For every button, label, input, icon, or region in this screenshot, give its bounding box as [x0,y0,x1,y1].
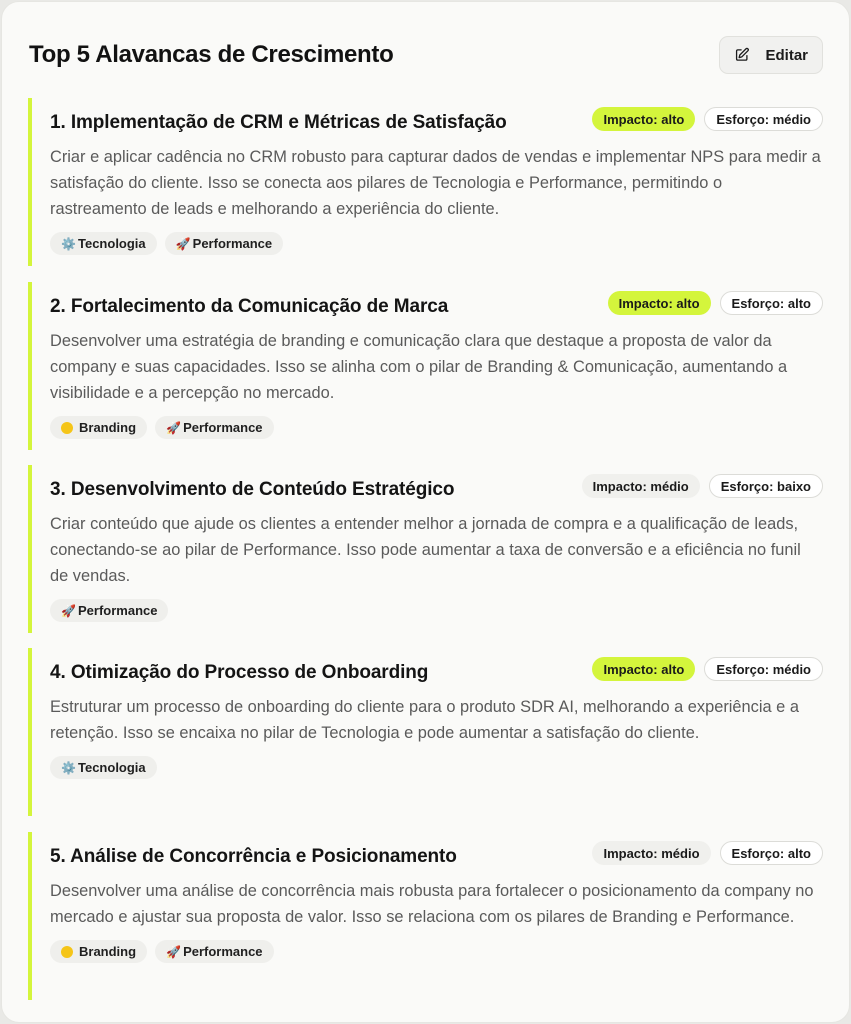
lever-badges [592,657,823,681]
pillar-tag-label: Performance [192,236,273,251]
lever-description: Estruturar um processo de onboarding do cliente para o produto SDR AI, melhorando a experiência e a retenção. Isso se encaixa no pilar de Tecnologia e pode aumentar a satisfação do cliente. [50,698,799,742]
lever-tags [50,756,823,779]
lever-item [28,98,823,266]
effort-badge: Esforço: baixo [709,474,823,498]
rocket-icon: 🚀 [166,420,182,435]
yellow-circle-icon [61,946,73,958]
impact-badge: Impacto: alto [592,107,695,131]
lever-header [50,98,823,134]
lever-title: 1. Implementação de CRM e Métricas de Satisfação [50,112,507,133]
yellow-circle-icon [61,422,73,434]
lever-badges [592,841,823,865]
pillar-tag [50,599,168,622]
lever-item [28,282,823,450]
lever-header [50,832,823,868]
effort-badge: Esforço: alto [720,841,823,865]
pillar-tag-label: Performance [183,944,263,959]
gear-icon: ⚙️ [61,236,76,251]
lever-header [50,648,823,684]
lever-description: Desenvolver uma análise de concorrência mais robusta para fortalecer o posicionamento da company no mercado e ajustar sua proposta de valor. Isso se relaciona com os pilares de Branding e Performance. [50,882,814,926]
effort-badge: Esforço: médio [704,107,823,131]
lever-description: Criar conteúdo que ajude os clientes a entender melhor a jornada de compra e a qualificação de leads, conectando-se ao pilar de Performance. Isso pode aumentar a taxa de conversão e a eficiência no funil de vendas. [50,515,801,585]
rocket-icon: 🚀 [175,236,191,251]
lever-title: 4. Otimização do Processo de Onboarding [50,662,429,683]
impact-badge: Impacto: alto [608,291,711,315]
pillar-tag [50,232,157,255]
pillar-tag-label: Performance [183,420,263,435]
edit-icon [734,47,749,63]
lever-item [28,832,823,1000]
pillar-tag [50,756,157,779]
lever-tags [50,232,823,255]
effort-badge: Esforço: alto [720,291,823,315]
pillar-tag-label: Branding [79,420,137,435]
edit-button[interactable] [719,36,823,74]
pillar-tag-label: Performance [78,603,158,618]
lever-item [28,648,823,816]
lever-badges [608,291,823,315]
pillar-tag-label: Branding [79,944,137,959]
lever-badges [592,107,823,131]
card-header [29,36,823,74]
effort-badge: Esforço: médio [704,657,823,681]
lever-tags [50,416,823,439]
edit-button-label: Editar [765,46,808,64]
growth-levers-card [1,1,850,1023]
rocket-icon: 🚀 [166,944,182,959]
lever-badges [582,474,823,498]
lever-description: Desenvolver uma estratégia de branding e comunicação clara que destaque a proposta de valor da company e suas capacidades. Isso se alinha com o pilar de Branding & Comunicação, aumentando a visibilidade e a percepção no mercado. [50,332,788,402]
pillar-tag [165,232,283,255]
lever-title: 3. Desenvolvimento de Conteúdo Estratégico [50,479,455,500]
impact-badge: Impacto: médio [582,474,700,498]
lever-header [50,465,823,501]
pillar-tag-label: Tecnologia [78,760,146,775]
pillar-tag [50,416,147,439]
lever-title: 2. Fortalecimento da Comunicação de Marca [50,296,449,317]
pillar-tag-label: Tecnologia [78,236,146,251]
lever-tags [50,599,823,622]
pillar-tag [50,940,147,963]
pillar-tag [155,940,273,963]
impact-badge: Impacto: alto [592,657,695,681]
lever-description: Criar e aplicar cadência no CRM robusto para capturar dados de vendas e implementar NPS para medir a satisfação do cliente. Isso se conecta aos pilares de Tecnologia e Performance, permitindo o rastreamento de leads e melhorando a experiência do cliente. [50,148,821,218]
impact-badge: Impacto: médio [592,841,710,865]
lever-header [50,282,823,318]
page-title: Top 5 Alavancas de Crescimento [29,41,394,68]
rocket-icon: 🚀 [61,603,76,618]
pillar-tag [155,416,273,439]
gear-icon: ⚙️ [61,760,76,775]
lever-item [28,465,823,633]
lever-title: 5. Análise de Concorrência e Posicionamento [50,846,457,867]
lever-tags [50,940,823,963]
